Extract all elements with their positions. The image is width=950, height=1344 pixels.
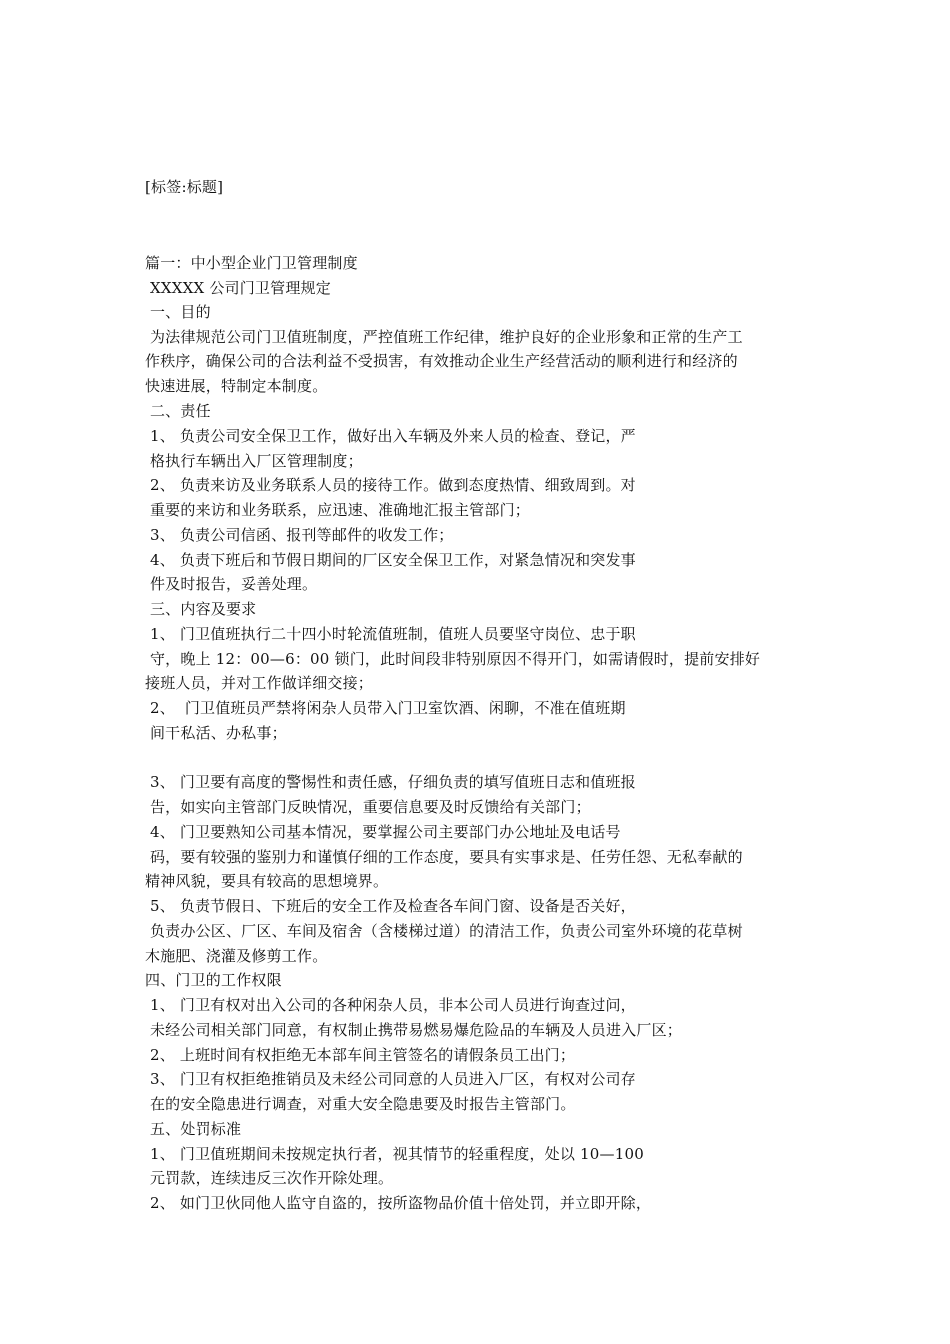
text-line: 未经公司相关部门同意，有权制止携带易燃易爆危险品的车辆及人员进入厂区； (145, 1021, 682, 1039)
tag-line: [标签:标题] (145, 178, 224, 196)
text-line: 精神风貌，要具有较高的思想境界。 (145, 872, 389, 890)
text-line: 2、 上班时间有权拒绝无本部车间主管签名的请假条员工出门； (145, 1046, 576, 1064)
text-line: 2、 负责来访及业务联系人员的接待工作。做到态度热情、细致周到。对 (145, 476, 636, 494)
text-line: 在的安全隐患进行调查，对重大安全隐患要及时报告主管部门。 (145, 1095, 576, 1113)
text-line: 2、 如门卫伙同他人监守自盗的，按所盗物品价值十倍处罚，并立即开除， (145, 1194, 652, 1212)
text-line: 间干私活、办私事； (145, 724, 287, 742)
heading-purpose: 一、目的 (145, 303, 211, 321)
text-line: 1、 负责公司安全保卫工作，做好出入车辆及外来人员的检查、登记，严 (145, 427, 636, 445)
text-line: 4、 负责下班后和节假日期间的厂区安全保卫工作，对紧急情况和突发事 (145, 551, 636, 569)
text-line: 元罚款，连续违反三次作开除处理。 (145, 1169, 394, 1187)
text-line: 作秩序，确保公司的合法利益不受损害，有效推动企业生产经营活动的顺利进行和经济的 (145, 352, 738, 370)
text-line: 快速进展，特制定本制度。 (145, 377, 328, 395)
document-title: XXXXX 公司门卫管理规定 (145, 279, 331, 297)
text-line: 接班人员，并对工作做详细交接； (145, 674, 374, 692)
heading-content: 三、内容及要求 (145, 600, 257, 618)
text-line: 1、 门卫有权对出入公司的各种闲杂人员，非本公司人员进行询查过问， (145, 996, 636, 1014)
heading-penalty: 五、处罚标准 (145, 1120, 242, 1138)
text-line: 4、 门卫要熟知公司基本情况，要掌握公司主要部门办公地址及电话号 (145, 823, 621, 841)
text-line: 负责办公区、厂区、车间及宿舍（含楼梯过道）的清洁工作，负责公司室外环境的花草树 (145, 922, 743, 940)
text-line: 件及时报告，妥善处理。 (145, 575, 318, 593)
text-line: 守，晚上 12：00—6：00 锁门，此时间段非特别原因不得开门，如需请假时，提前安排好 (145, 650, 761, 668)
text-line: 为法律规范公司门卫值班制度，严控值班工作纪律，维护良好的企业形象和正常的生产工 (145, 328, 743, 346)
text-line: 告，如实向主管部门反映情况，重要信息要及时反馈给有关部门； (145, 798, 591, 816)
text-line: 2、 门卫值班员严禁将闲杂人员带入门卫室饮酒、闲聊，不准在值班期 (145, 699, 626, 717)
heading-authority: 四、门卫的工作权限 (145, 971, 282, 989)
heading-responsibility: 二、责任 (145, 402, 211, 420)
text-line: 5、 负责节假日、下班后的安全工作及检查各车间门窗、设备是否关好， (145, 897, 636, 915)
text-line: 1、 门卫值班期间未按规定执行者，视其情节的轻重程度，处以 10—100 (145, 1145, 644, 1163)
text-line: 木施肥、浇灌及修剪工作。 (145, 947, 328, 965)
text-line: 3、 负责公司信函、报刊等邮件的收发工作； (145, 526, 454, 544)
text-line: 重要的来访和业务联系，应迅速、准确地汇报主管部门； (145, 501, 530, 519)
text-line: 格执行车辆出入厂区管理制度； (145, 452, 363, 470)
text-line: 码，要有较强的鉴别力和谨慎仔细的工作态度，要具有实事求是、任劳任怨、无私奉献的 (145, 848, 743, 866)
text-line: 3、 门卫有权拒绝推销员及未经公司同意的人员进入厂区，有权对公司存 (145, 1070, 636, 1088)
section-title: 篇一：中小型企业门卫管理制度 (145, 254, 358, 272)
text-line: 3、 门卫要有高度的警惕性和责任感，仔细负责的填写值班日志和值班报 (145, 773, 636, 791)
text-line: 1、 门卫值班执行二十四小时轮流值班制，值班人员要坚守岗位、忠于职 (145, 625, 636, 643)
